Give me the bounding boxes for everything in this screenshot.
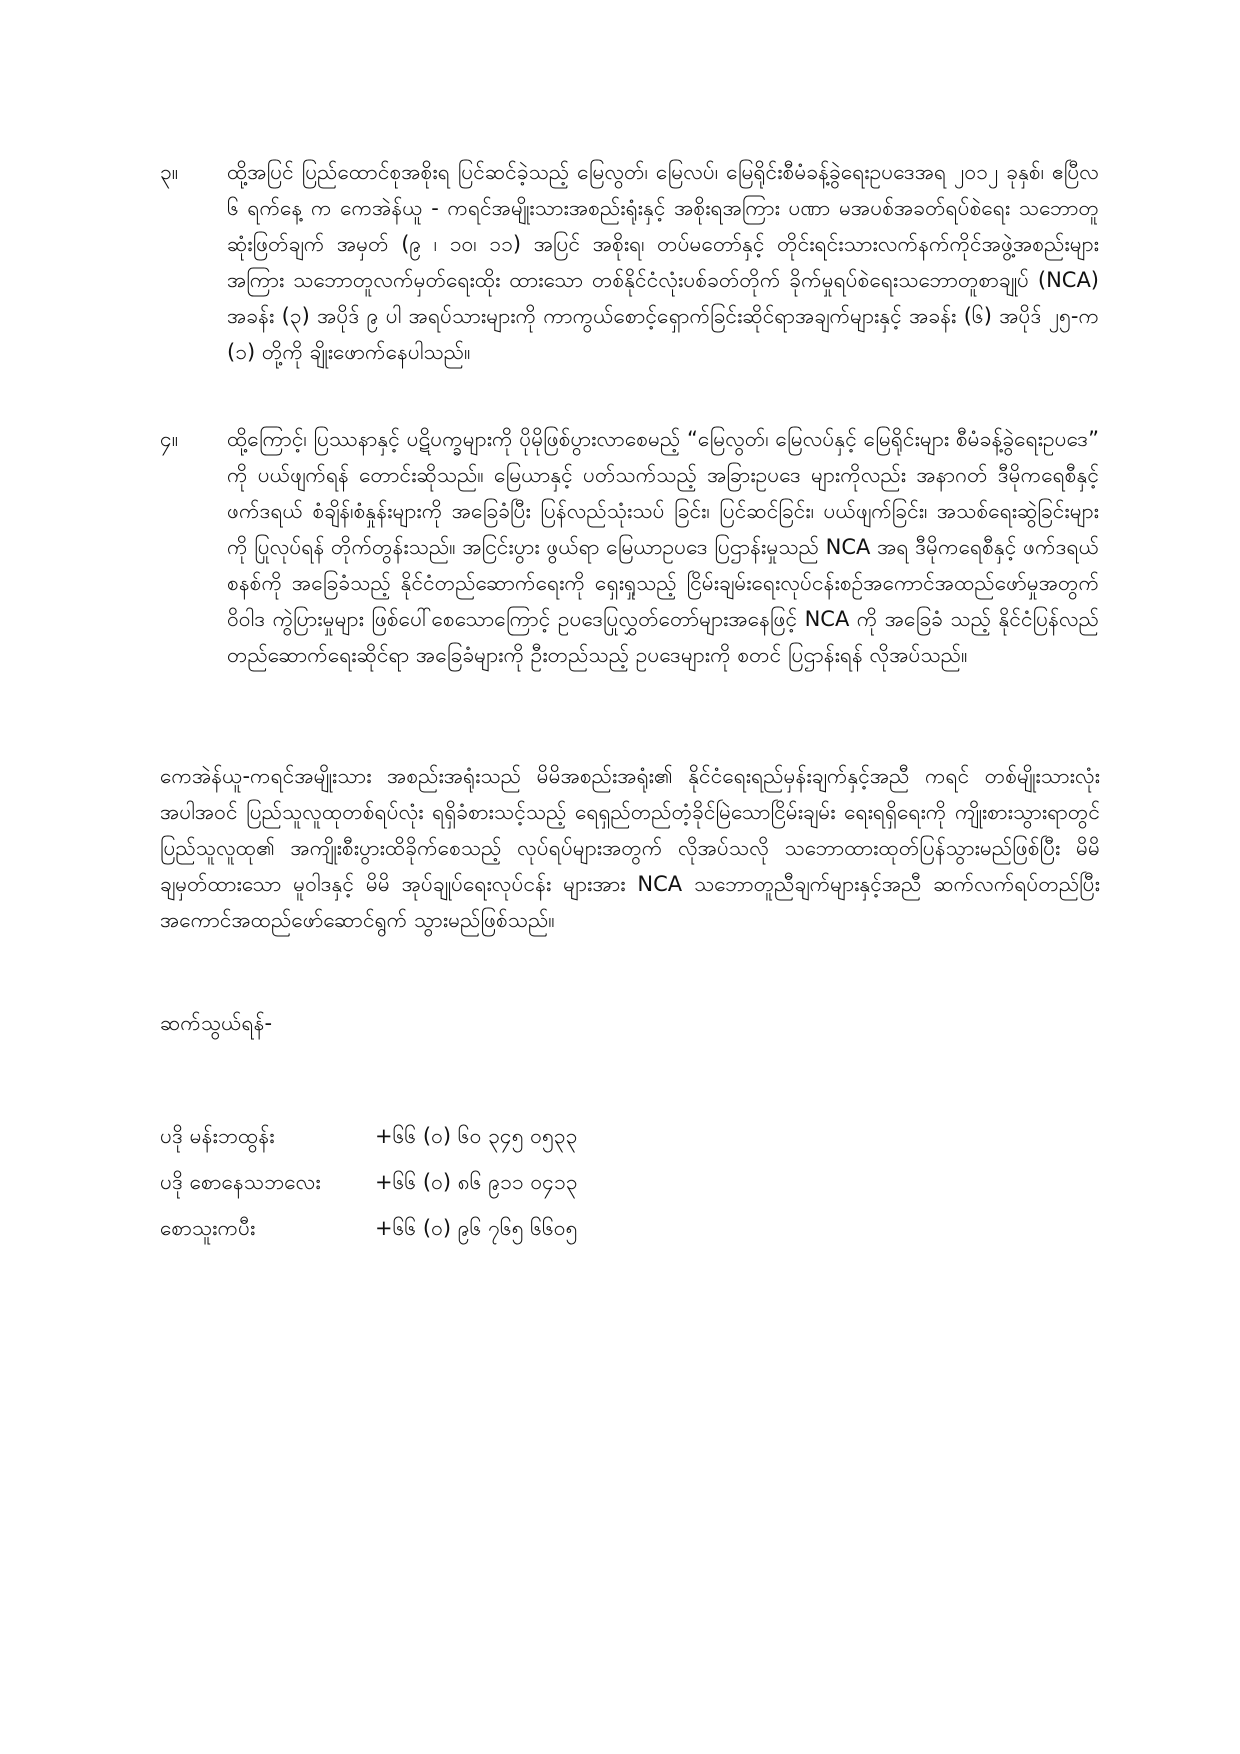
contact-name: ပဒို မန်းဘထွန်း <box>160 1124 275 1148</box>
paragraph-text: ထို့အပြင် ပြည်ထောင်စုအစိုးရ ပြင်ဆင်ခဲ့သည့် မြေလွတ်၊ မြေလပ်၊ မြေရိုင်းစီမံခန့်ခွဲရေးဥပဒေအရ ၂၀၁၂ ခုနှစ်၊ ဧပြီလ ၆ ရက်နေ့ က ကေအဲန်ယူ - ကရင်အမျိုးသားအစည်းရုံးနှင့် အစိုးရအကြား ပဏာ မအပစ်အခတ်ရပ်စဲရေး သဘောတူဆုံးဖြတ်ချက် အမှတ် (၉ ၊ ၁၀၊ ၁၁) အပြင် အစိုးရ၊ တပ်မတော်နှင့် တိုင်းရင်းသားလက်နက်ကိုင်အဖွဲ့အစည်းများအကြား သဘောတူလက်မှတ်ရေးထိုး ထားသော တစ်နိုင်ငံလုံးပစ်ခတ်တိုက် ခိုက်မှုရပ်စဲရေးသဘောတူစာချုပ် (NCA) အခန်း (၃) အပိုဒ် ၉ ပါ အရပ်သားများကို ကာကွယ်စောင့်ရှောက်ခြင်းဆိုင်ရာအချက်များနှင့် အခန်း (၆) အပိုဒ် ၂၅-က (၁) တို့ကို ချိုးဖောက်နေပါသည်။ <box>227 160 1099 364</box>
contact-phone: +၆၆ (၀) ၉၆ ၇၆၅ ၆၆၀၅ <box>375 1216 578 1240</box>
contact-row <box>160 1162 860 1202</box>
paragraph-number: ၄။ <box>160 427 179 451</box>
contact-row <box>160 1208 860 1248</box>
paragraph-text: ထို့ကြောင့်၊ ပြဿနာနှင့် ပဋိပက္ခများကို ပိုမိုဖြစ်ပွားလာစေမည့် “မြေလွတ်၊ မြေလပ်နှင့် မြေရိုင်းများ စီမံခန့်ခွဲရေးဥပဒေ” ကို ပယ်ဖျက်ရန် တောင်းဆိုသည်။ မြေယာနှင့် ပတ်သက်သည့် အခြားဥပဒေ များကိုလည်း အနာဂတ် ဒီမိုကရေစီနှင့် ဖက်ဒရယ် စံချိန်၊စံနှုန်းများကို အခြေခံပြီး ပြန်လည်သုံးသပ် ခြင်း၊ ပြင်ဆင်ခြင်း၊ ပယ်ဖျက်ခြင်း၊ အသစ်ရေးဆွဲခြင်းများကို ပြုလုပ်ရန် တိုက်တွန်းသည်။ အငြင်းပွား ဖွယ်ရာ မြေယာဥပဒေ ပြဌာန်းမှုသည် NCA အရ ဒီမိုကရေစီနှင့် ဖက်ဒရယ်စနစ်ကို အခြေခံသည့် နိုင်ငံတည်ဆောက်ရေးကို ရှေးရှုသည့် ငြိမ်းချမ်းရေးလုပ်ငန်းစဉ်အကောင်အထည်ဖော်မှုအတွက် ဝိဝါဒ ကွဲပြားမှုများ ဖြစ်ပေါ်စေသောကြောင့် ဥပဒေပြုလွှတ်တော်များအနေဖြင့် NCA ကို အခြေခံ သည့် နိုင်ငံပြန်လည်တည်ဆောက်ရေးဆိုင်ရာ အခြေခံများကို ဦးတည်သည့် ဥပဒေများကို စတင် ပြဌာန်းရန် လိုအပ်သည်။ <box>227 427 1100 667</box>
contact-phone: +၆၆ (၀) ၈၆ ၉၁၁ ၀၄၁၃ <box>375 1170 578 1194</box>
paragraph-number: ၃။ <box>160 160 179 184</box>
contact-name: ပဒို စောနေသဘလေး <box>160 1170 321 1194</box>
contact-heading: ဆက်သွယ်ရန်- <box>160 1011 273 1035</box>
contact-row <box>160 1116 860 1156</box>
contact-phone: +၆၆ (၀) ၆၀ ၃၄၅ ၀၅၃၃ <box>375 1124 578 1148</box>
contact-name: စောသူးကပီး <box>160 1216 256 1240</box>
closing-statement: ကေအဲန်ယူ-ကရင်အမျိုးသား အစည်းအရုံးသည် မိမိအစည်းအရုံး၏ နိုင်ငံရေးရည်မှန်းချက်နှင့်အညီ ကရင် တစ်မျိုးသားလုံးအပါအဝင် ပြည်သူလူထုတစ်ရပ်လုံး ရရှိခံစားသင့်သည့် ရေရှည်တည်တံ့ခိုင်မြဲသောငြိမ်းချမ်း ရေးရရှိရေးကို ကျိုးစားသွားရာတွင် ပြည်သူလူထု၏ အကျိုးစီးပွားထိခိုက်စေသည့် လုပ်ရပ်များအတွက် လိုအပ်သလို သဘောထားထုတ်ပြန်သွားမည်ဖြစ်ပြီး မိမိချမှတ်ထားသော မူဝါဒနှင့် မိမိ အုပ်ချုပ်ရေးလုပ်ငန်း များအား NCA သဘောတူညီချက်များနှင့်အညီ ဆက်လက်ရပ်တည်ပြီး အကောင်အထည်ဖော်ဆောင်ရွက် သွားမည်ဖြစ်သည်။ <box>160 764 1100 932</box>
